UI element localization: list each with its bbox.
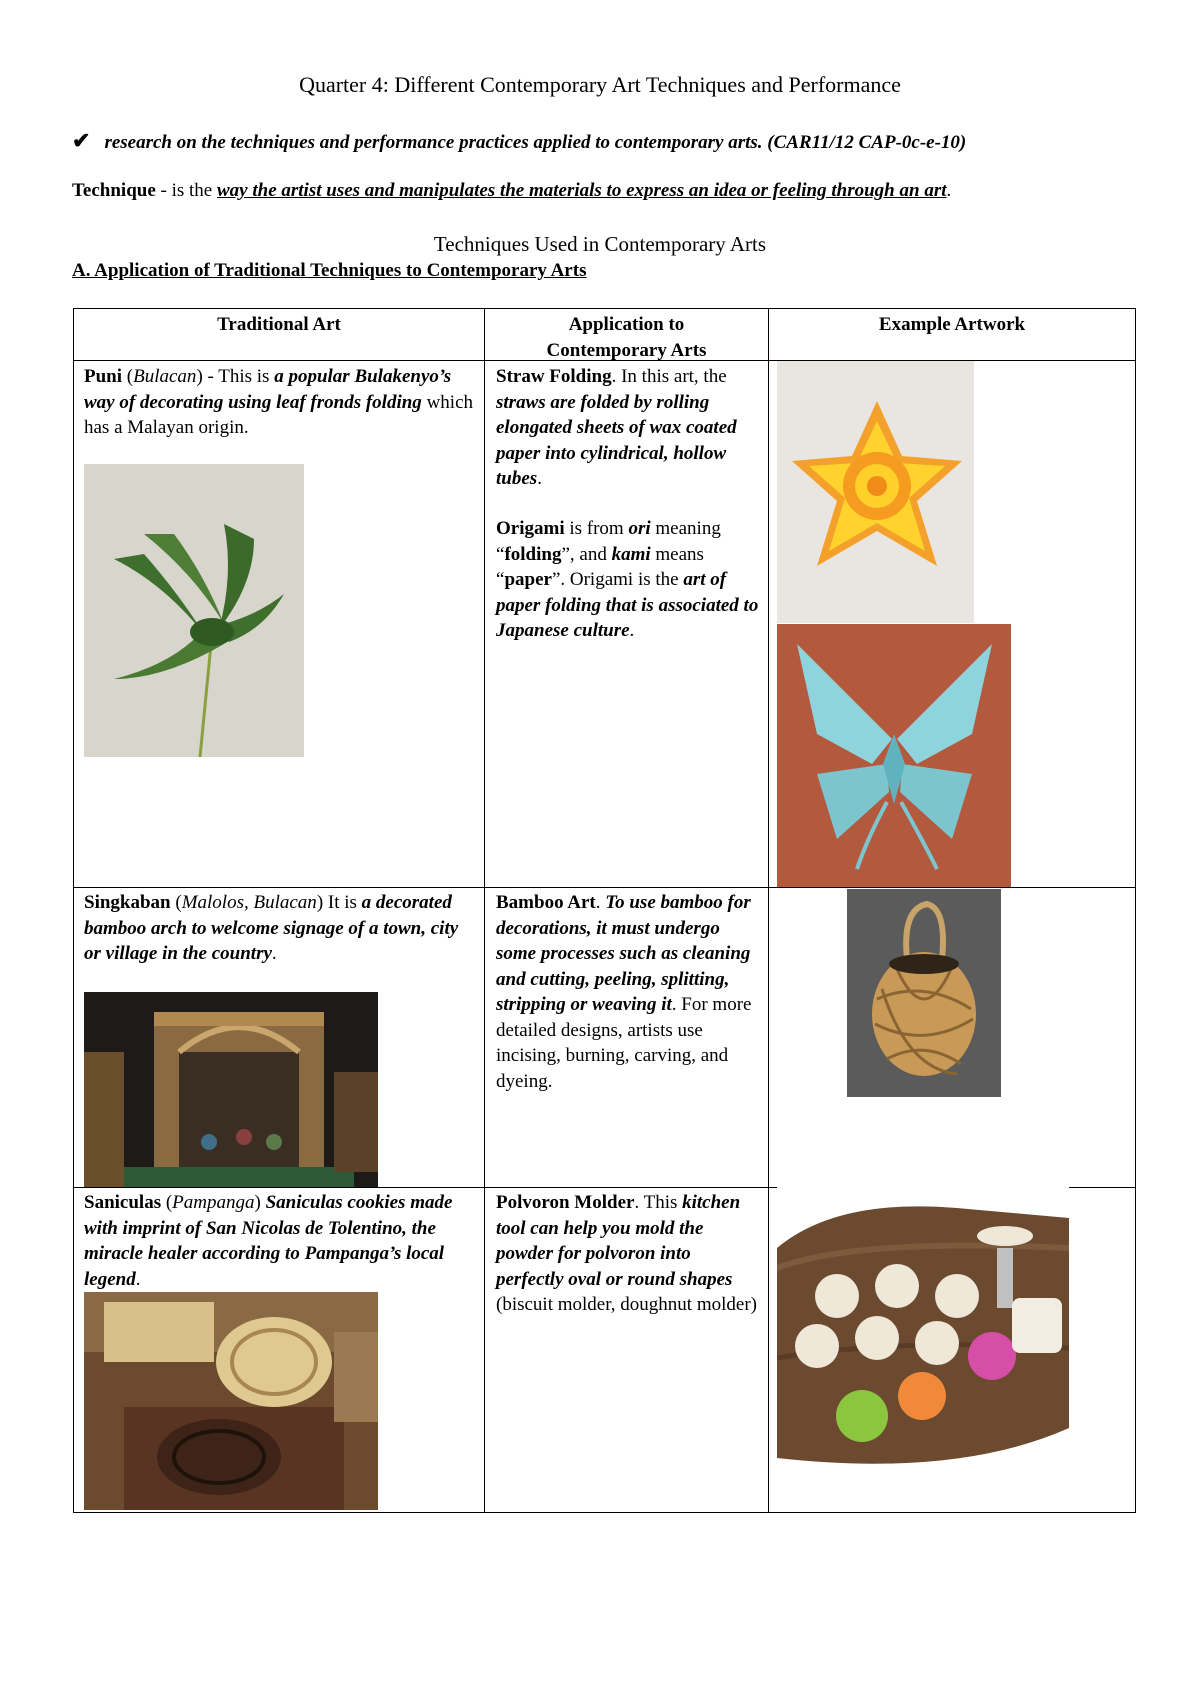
col-header-traditional-art: Traditional Art (217, 314, 341, 335)
table-border-left (73, 308, 74, 1513)
technique-definition: Technique - is the way the artist uses and manipulates the materials to express an idea or feeling through an art. (72, 180, 952, 201)
puni-description: Puni (Bulacan) - This is a popular Bulakenyo’s way of decorating using leaf fronds folding which has a Malayan origin. (84, 366, 473, 438)
straw-folding-description: Straw Folding. In this art, the straws are folded by rolling elongated sheets of wax coated paper into cylindrical, hollow tubes. (496, 366, 737, 489)
table-border-top (73, 308, 1136, 309)
table-col-divider (768, 308, 769, 1513)
singkaban-arch-photo (84, 992, 378, 1187)
col-header-application: Application to Contemporary Arts (546, 314, 707, 361)
table-row-divider (73, 887, 1136, 888)
definition-term: Technique (72, 180, 156, 201)
saniculas-cookies-photo (84, 1292, 378, 1510)
objective-text: research on the techniques and performance practices applied to contemporary arts. (CAR11/12 CAP-0c-e-10) (104, 132, 967, 153)
learning-objective (72, 128, 966, 154)
bamboo-basket-photo (847, 889, 1001, 1097)
subsection-title: A. Application of Traditional Techniques to Contemporary Arts (72, 260, 587, 281)
page-title: Quarter 4: Different Contemporary Art Techniques and Performance (299, 72, 901, 97)
col-header-example-artwork: Example Artwork (878, 314, 1026, 335)
section-title: Techniques Used in Contemporary Arts (433, 232, 767, 256)
checkmark-icon: ✔ (72, 128, 91, 153)
table-border-right (1135, 308, 1136, 1513)
straw-star-photo (777, 361, 974, 623)
table-border-bottom (73, 1512, 1136, 1513)
singkaban-description: Singkaban (Malolos, Bulacan) It is a decorated bamboo arch to welcome signage of a town, city or village in the country. (84, 892, 459, 964)
polvoron-molder-description: Polvoron Molder. This kitchen tool can help you mold the powder for polvoron into perfectly oval or round shapes (biscuit molder, doughnut molder) (496, 1192, 757, 1315)
origami-butterfly-photo (777, 624, 1011, 887)
table-col-divider (484, 308, 485, 1513)
puni-leaf-photo (84, 464, 304, 757)
definition-body: way the artist uses and manipulates the materials to express an idea or feeling through an art (217, 180, 947, 201)
polvoron-molder-photo (777, 1178, 1069, 1468)
origami-description: Origami is from ori meaning “folding”, and kami means “paper”. Origami is the art of paper folding that is associated to Japanese culture. (496, 518, 759, 641)
saniculas-description: Saniculas (Pampanga) Saniculas cookies made with imprint of San Nicolas de Tolentino, the miracle healer according to Pampanga’s local legend. (84, 1192, 453, 1290)
bamboo-art-description: Bamboo Art. To use bamboo for decorations, it must undergo some processes such as cleaning and cutting, peeling, splitting, stripping or weaving it. For more detailed designs, artists use incising, burning, carving, and dyeing. (496, 892, 752, 1092)
